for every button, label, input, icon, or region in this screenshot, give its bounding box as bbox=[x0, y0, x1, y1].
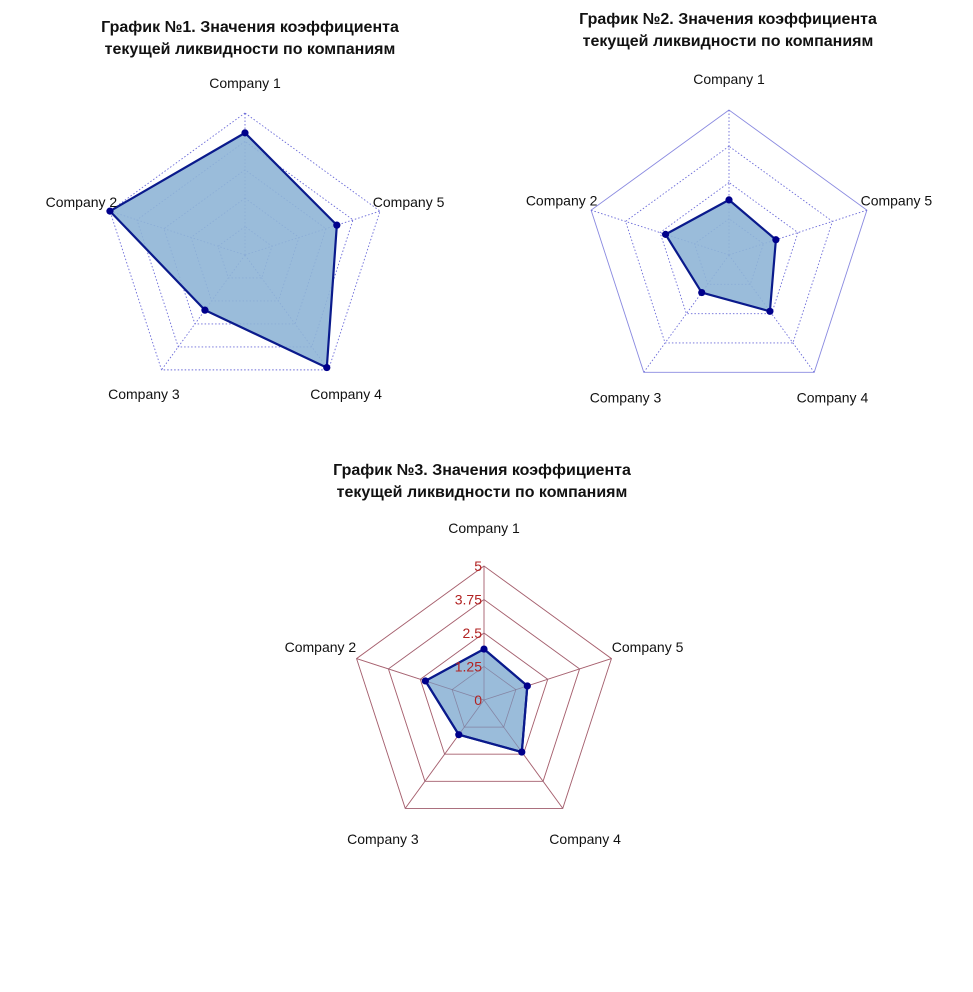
axis-label-company-1: Company 1 bbox=[693, 71, 765, 87]
data-area bbox=[110, 133, 337, 368]
data-point-5 bbox=[524, 682, 531, 689]
axis-label-company-4: Company 4 bbox=[549, 831, 621, 848]
chart-1-title-line-1: График №1. Значения коэффициента bbox=[101, 19, 399, 36]
chart-3-title-line-1: График №3. Значения коэффициента bbox=[333, 462, 631, 479]
axis-label-company-2: Company 2 bbox=[45, 193, 118, 210]
axis-label-company-4: Company 4 bbox=[796, 389, 869, 406]
axis-label-company-2: Company 2 bbox=[525, 192, 598, 209]
radar-chart-3 bbox=[285, 520, 684, 847]
axis-label-company-1: Company 1 bbox=[448, 520, 520, 536]
data-point-5 bbox=[772, 236, 779, 243]
axis-tick-label: 3.75 bbox=[454, 591, 482, 608]
chart-3-title-line-2: текущей ликвидности по компаниям bbox=[336, 484, 628, 501]
data-point-4 bbox=[766, 308, 773, 315]
data-point-3 bbox=[455, 731, 462, 738]
data-point-4 bbox=[323, 364, 330, 371]
data-point-4 bbox=[518, 748, 525, 755]
axis-label-company-3: Company 3 bbox=[347, 831, 419, 848]
axis-label-company-1: Company 1 bbox=[209, 75, 281, 91]
axis-label-company-2: Company 2 bbox=[284, 638, 357, 655]
axis-tick-label: 2.5 bbox=[462, 625, 482, 641]
radar-chart-1 bbox=[46, 75, 445, 402]
axis-tick-label: 0 bbox=[474, 692, 482, 708]
axis-label-company-5: Company 5 bbox=[860, 192, 933, 209]
chart-1-title-line-2: текущей ликвидности по компаниям bbox=[104, 41, 396, 58]
data-point-3 bbox=[698, 289, 705, 296]
axis-label-company-5: Company 5 bbox=[611, 638, 684, 655]
chart-2-title-line-2: текущей ликвидности по компаниям bbox=[582, 33, 874, 50]
data-point-3 bbox=[201, 307, 208, 314]
axis-label-company-3: Company 3 bbox=[589, 389, 662, 406]
data-point-2 bbox=[662, 231, 669, 238]
axis-label-company-3: Company 3 bbox=[108, 386, 180, 403]
radar-chart-2 bbox=[526, 71, 933, 405]
data-area bbox=[666, 200, 776, 311]
data-point-2 bbox=[422, 677, 429, 684]
data-point-5 bbox=[333, 222, 340, 229]
data-point-1 bbox=[241, 129, 248, 136]
axis-tick-label: 5 bbox=[474, 558, 482, 574]
data-point-1 bbox=[725, 196, 732, 203]
axis-label-company-5: Company 5 bbox=[372, 193, 445, 210]
chart-2-title-line-1: График №2. Значения коэффициента bbox=[579, 11, 877, 28]
axis-label-company-4: Company 4 bbox=[310, 386, 382, 403]
axis-tick-label: 1.25 bbox=[454, 658, 482, 675]
data-point-1 bbox=[480, 645, 487, 652]
